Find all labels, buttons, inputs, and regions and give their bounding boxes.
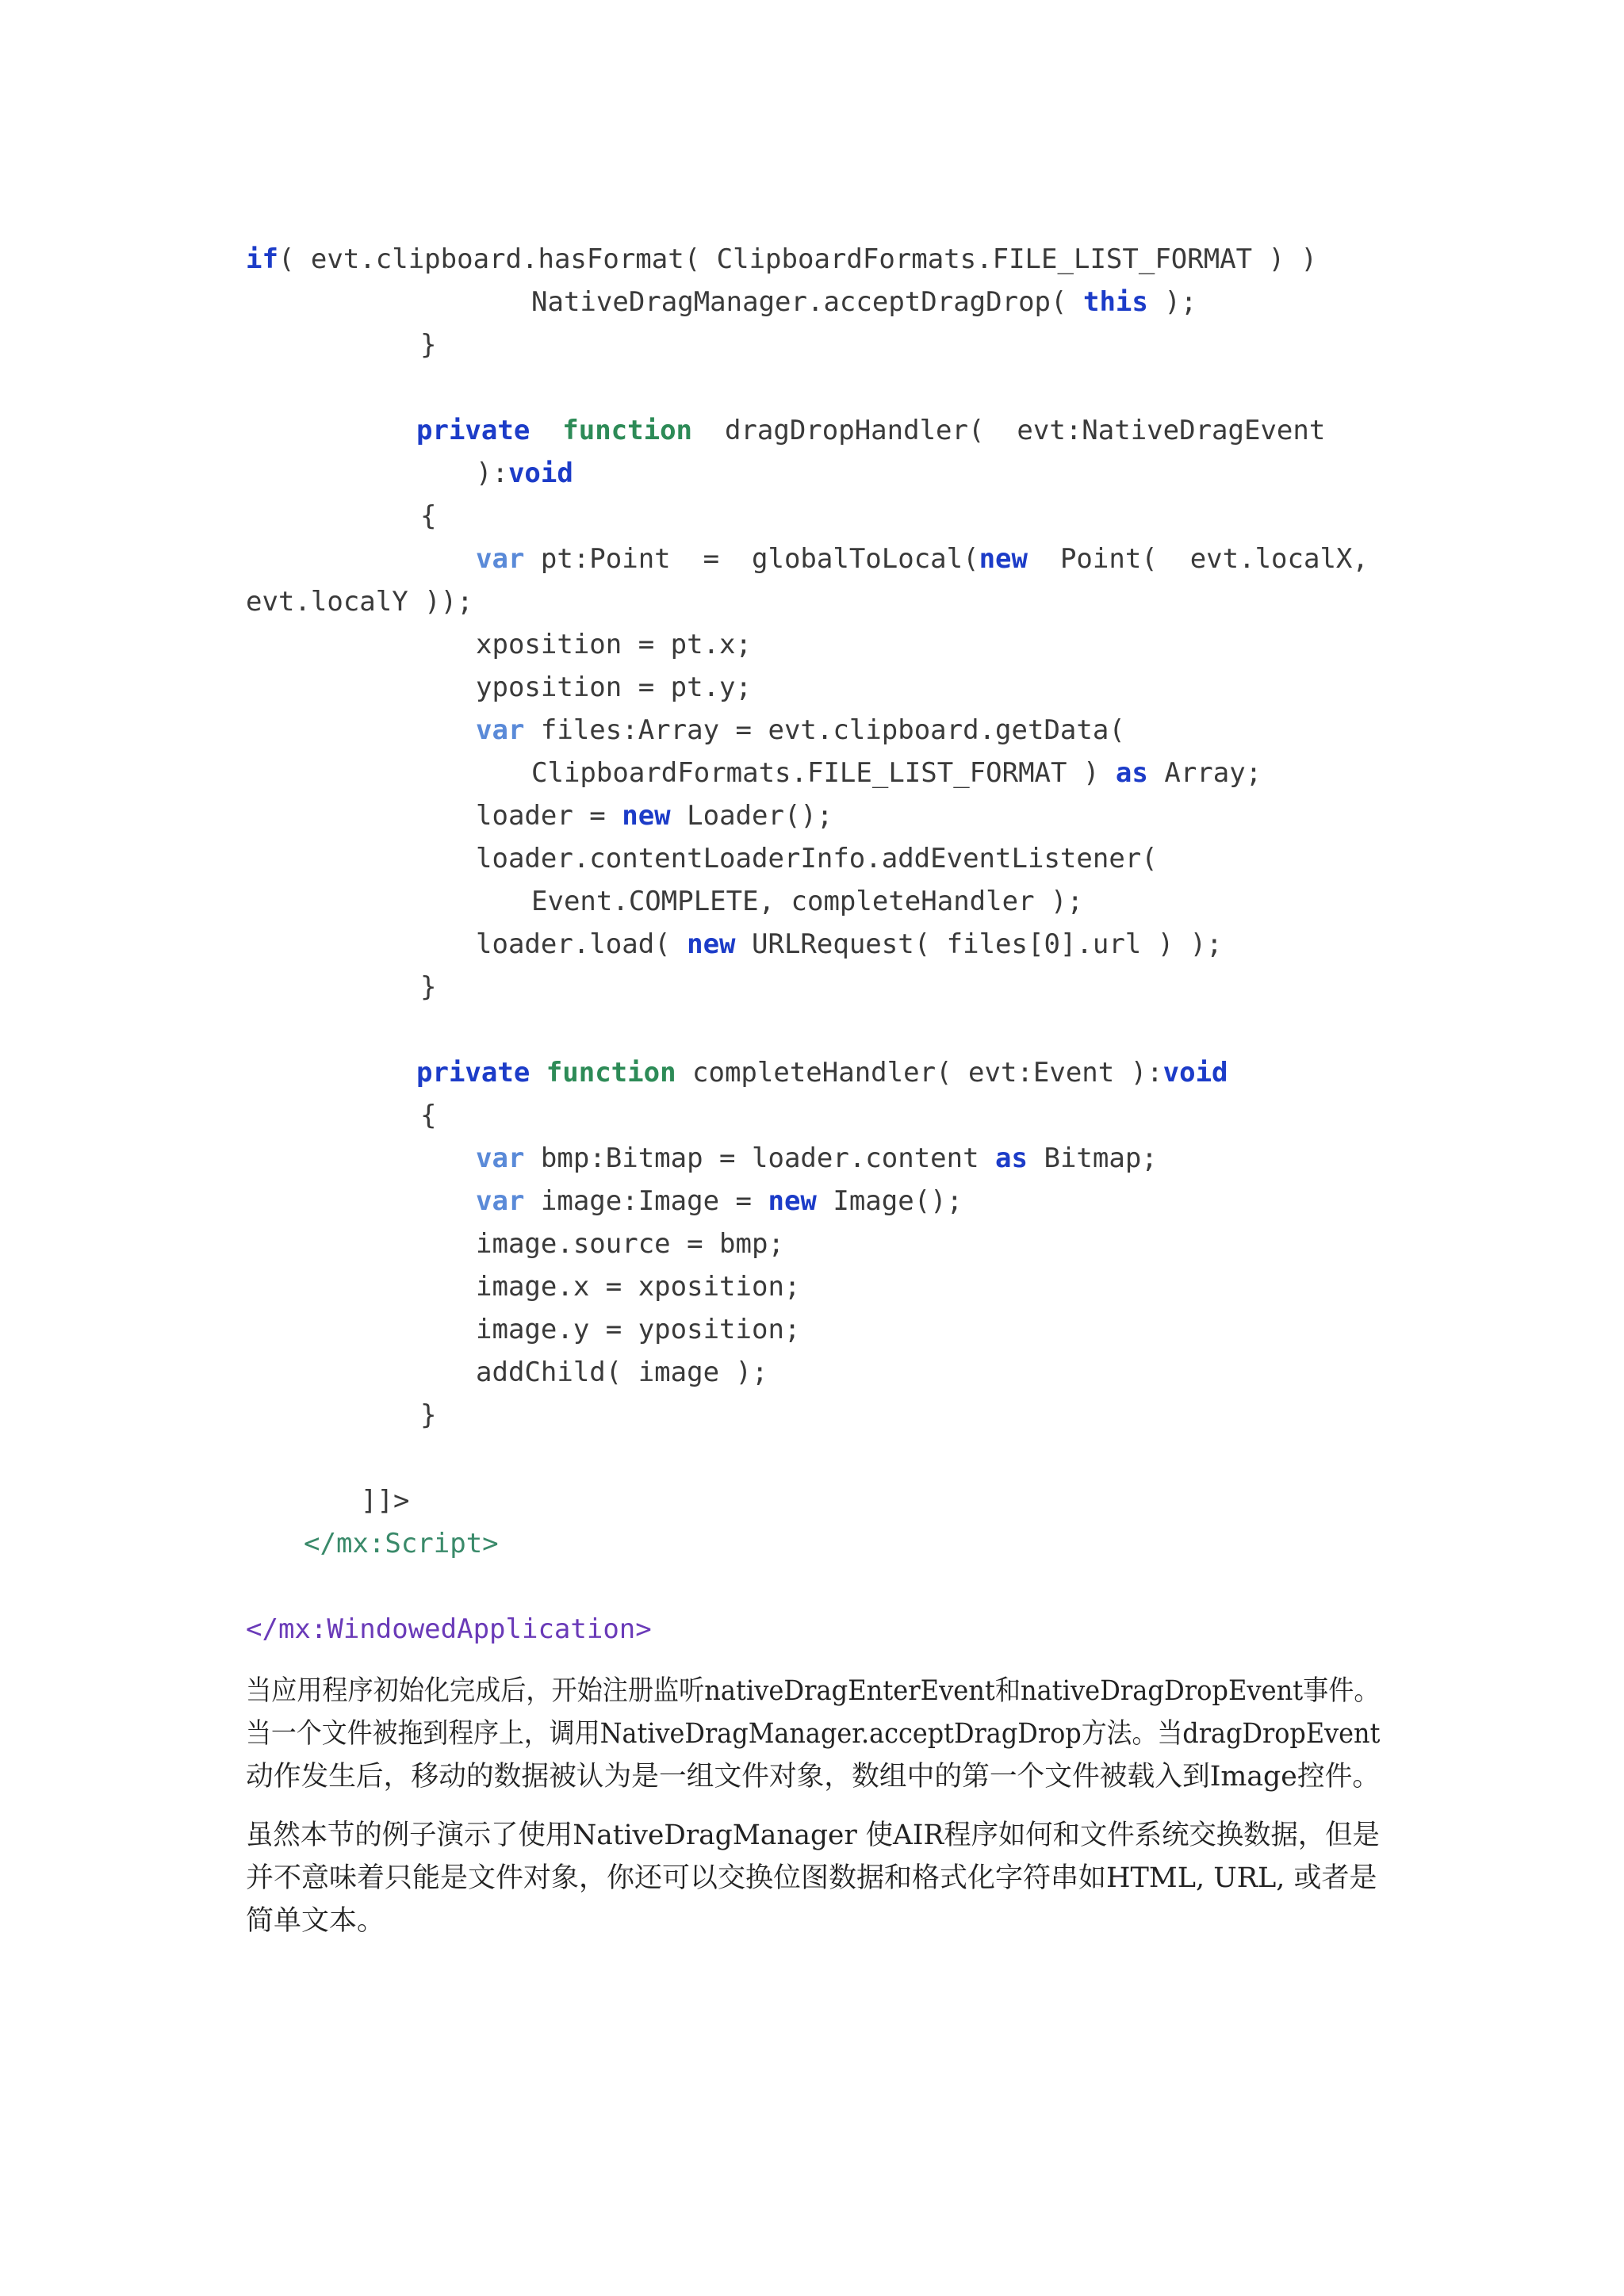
code-keyword: private xyxy=(416,1057,530,1089)
code-line xyxy=(476,1223,784,1265)
code-line xyxy=(476,452,573,495)
code-line xyxy=(476,1137,1158,1180)
code-line xyxy=(476,666,752,709)
code-token: ( evt.clipboard.hasFormat( ClipboardFormats.FILE_LIST_FORMAT ) ) xyxy=(278,243,1318,275)
code-keyword: new xyxy=(622,800,671,832)
code-token: } xyxy=(420,329,437,361)
code-keyword: void xyxy=(1162,1057,1228,1089)
code-keyword: void xyxy=(508,457,573,489)
code-keyword: var xyxy=(476,714,525,746)
code-line xyxy=(304,1522,499,1565)
code-line xyxy=(476,1265,800,1308)
code-token: bmp:Bitmap = loader.content xyxy=(524,1142,996,1174)
paragraph-data-exchange-note xyxy=(246,1814,1380,1942)
code-token xyxy=(530,1057,546,1089)
code-line xyxy=(476,837,1158,880)
code-token: yposition = pt.y; xyxy=(476,672,752,703)
code-keyword: new xyxy=(687,928,736,960)
code-line xyxy=(416,1051,1228,1094)
code-line xyxy=(531,281,1197,323)
code-token: NativeDragManager.acceptDragDrop( xyxy=(531,286,1083,318)
code-token: ]]> xyxy=(361,1485,410,1517)
code-line xyxy=(531,752,1262,794)
code-token: Array; xyxy=(1147,757,1262,789)
code-token: files:Array = evt.clipboard.getData( xyxy=(524,714,1125,746)
code-token: loader.contentLoaderInfo.addEventListener( xyxy=(476,843,1158,874)
code-keyword: if xyxy=(246,243,278,275)
paragraph-line: 当应用程序初始化完成后，开始注册监听nativeDragEnterEvent和nativeDragDropEvent事件。 xyxy=(246,1675,1380,1707)
code-token: dragDropHandler( evt:NativeDragEvent xyxy=(692,415,1326,446)
code-token: Bitmap; xyxy=(1028,1142,1158,1174)
code-line xyxy=(420,966,436,1008)
code-line xyxy=(476,1351,768,1394)
code-keyword: new xyxy=(768,1185,817,1217)
code-line xyxy=(476,623,752,666)
paragraph-line: 并不意味着只能是文件对象，你还可以交换位图数据和格式化字符串如HTML, URL, 或者是 xyxy=(246,1862,1377,1894)
code-keyword: this xyxy=(1082,286,1148,318)
code-token: image.source = bmp; xyxy=(476,1228,784,1260)
code-token: Event.COMPLETE, completeHandler ); xyxy=(531,886,1083,917)
code-line xyxy=(246,1608,652,1651)
code-token: Point( evt.localX, xyxy=(1028,543,1369,575)
code-token: Image(); xyxy=(816,1185,963,1217)
code-line xyxy=(476,1180,963,1223)
code-token: URLRequest( files[0].url ) ); xyxy=(735,928,1223,960)
code-keyword: </mx:WindowedApplication> xyxy=(246,1613,652,1645)
code-keyword: var xyxy=(476,1142,525,1174)
code-token: image.y = yposition; xyxy=(476,1314,801,1345)
paragraph-line: 虽然本节的例子演示了使用NativeDragManager 使AIR程序如何和文件系统交换数据，但是 xyxy=(246,1820,1380,1851)
code-line xyxy=(420,323,436,366)
code-token: ); xyxy=(1147,286,1197,318)
code-token: loader.load( xyxy=(476,928,688,960)
code-token: { xyxy=(420,500,437,532)
code-line xyxy=(246,580,473,623)
code-token: ClipboardFormats.FILE_LIST_FORMAT ) xyxy=(531,757,1116,789)
code-keyword: new xyxy=(979,543,1028,575)
code-keyword: as xyxy=(1115,757,1148,789)
code-token: image.x = xposition; xyxy=(476,1271,801,1303)
code-token: xposition = pt.x; xyxy=(476,629,752,660)
code-keyword: var xyxy=(476,543,525,575)
paragraph-line: 当一个文件被拖到程序上，调用NativeDragManager.acceptDragDrop方法。当dragDropEvent xyxy=(246,1718,1381,1750)
code-line xyxy=(361,1479,409,1522)
code-line xyxy=(476,538,1369,580)
code-keyword: function xyxy=(546,1057,676,1089)
code-keyword: </mx:Script> xyxy=(304,1528,499,1559)
code-token: evt.localY )); xyxy=(246,586,473,618)
code-token: image:Image = xyxy=(524,1185,768,1217)
paragraph-drag-drop-explanation xyxy=(246,1670,1380,1798)
paragraph-line: 简单文本。 xyxy=(246,1905,385,1937)
code-keyword: as xyxy=(995,1142,1028,1174)
code-token: addChild( image ); xyxy=(476,1357,768,1388)
code-token: loader = xyxy=(476,800,622,832)
code-token: { xyxy=(420,1100,437,1131)
code-line xyxy=(246,238,1317,281)
code-token: } xyxy=(420,971,437,1003)
code-keyword: var xyxy=(476,1185,525,1217)
paragraph-line: 动作发生后，移动的数据被认为是一组文件对象，数组中的第一个文件被载入到Image控件。 xyxy=(246,1761,1381,1793)
code-line xyxy=(420,1094,436,1137)
code-token: ): xyxy=(476,457,508,489)
code-token: Loader(); xyxy=(670,800,833,832)
code-line xyxy=(476,1308,800,1351)
code-line xyxy=(531,880,1083,923)
code-token: pt:Point = globalToLocal( xyxy=(524,543,979,575)
code-token: } xyxy=(420,1399,437,1431)
code-keyword: private xyxy=(416,415,530,446)
code-line xyxy=(476,794,833,837)
code-keyword: function xyxy=(562,415,693,446)
code-line xyxy=(420,1394,436,1437)
code-line xyxy=(476,923,1223,966)
code-line xyxy=(476,709,1125,752)
code-token: completeHandler( evt:Event ): xyxy=(676,1057,1163,1089)
code-line xyxy=(416,409,1325,452)
code-token xyxy=(530,415,562,446)
code-line xyxy=(420,495,436,538)
